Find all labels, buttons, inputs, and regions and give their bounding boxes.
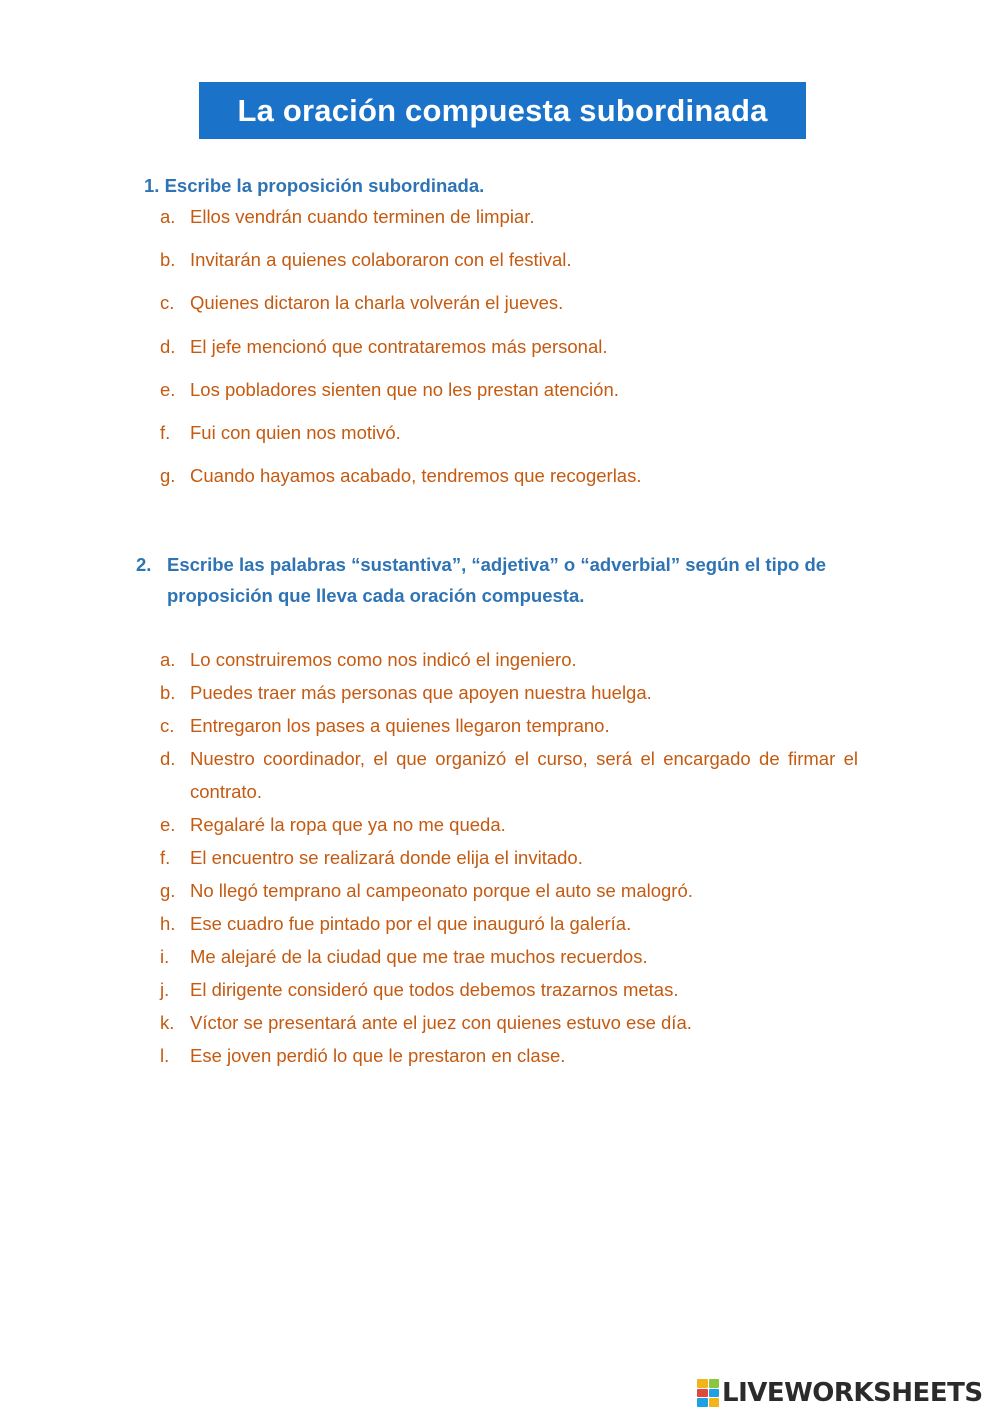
- item-letter: f.: [160, 421, 171, 443]
- item-text: Quienes dictaron la charla volverán el jueves.: [190, 292, 564, 314]
- item-letter: g.: [160, 465, 176, 487]
- list-item: [160, 204, 860, 247]
- item-text: Ese joven perdió lo que le prestaron en clase.: [190, 1045, 566, 1066]
- list-item: [160, 874, 858, 907]
- item-text: Ese cuadro fue pintado por el que inauguró la galería.: [190, 913, 632, 934]
- list-item: [160, 973, 858, 1006]
- item-letter: b.: [160, 249, 176, 271]
- item-text: Regalaré la ropa que ya no me queda.: [190, 814, 506, 835]
- item-letter: a.: [160, 649, 176, 670]
- list-item: [160, 1039, 858, 1072]
- item-text: Cuando hayamos acabado, tendremos que recogerlas.: [190, 465, 642, 487]
- item-letter: e.: [160, 378, 176, 400]
- item-letter: g.: [160, 880, 176, 901]
- item-letter: a.: [160, 206, 176, 227]
- item-letter: d.: [160, 335, 176, 357]
- list-item: [160, 334, 860, 377]
- list-item: [160, 742, 858, 808]
- section1-list: [160, 204, 860, 506]
- list-item: [160, 676, 858, 709]
- list-item: [160, 1006, 858, 1039]
- page-title: [199, 82, 806, 139]
- list-item: [160, 940, 858, 973]
- item-text: El jefe mencionó que contrataremos más personal.: [190, 335, 608, 357]
- item-text: El dirigente consideró que todos debemos trazarnos metas.: [190, 979, 679, 1000]
- item-text: Fui con quien nos motivó.: [190, 421, 401, 443]
- item-text: Me alejaré de la ciudad que me trae muchos recuerdos.: [190, 946, 648, 967]
- list-item: [160, 290, 860, 333]
- item-letter: d.: [160, 748, 176, 769]
- list-item: [160, 643, 858, 676]
- item-letter: c.: [160, 292, 175, 314]
- item-letter: k.: [160, 1012, 175, 1033]
- section1-heading: 1. Escribe la proposición subordinada.: [144, 175, 485, 196]
- item-text: El encuentro se realizará donde elija el invitado.: [190, 847, 583, 868]
- item-letter: l.: [160, 1045, 170, 1066]
- liveworksheets-logo-icon: [697, 1379, 719, 1407]
- list-item: [160, 420, 860, 463]
- item-text: No llegó temprano al campeonato porque el auto se malogró.: [190, 880, 693, 901]
- item-letter: e.: [160, 814, 176, 835]
- list-item: [160, 841, 858, 874]
- item-letter: j.: [160, 979, 170, 1000]
- item-letter: f.: [160, 847, 171, 868]
- section2-heading-text: Escribe las palabras “sustantiva”, “adjetiva” o “adverbial” según el tipo de proposición que lleva cada oración compuesta.: [167, 554, 827, 606]
- section2-heading: [136, 549, 866, 611]
- section2-number: 2.: [136, 554, 152, 575]
- list-item: [160, 709, 858, 742]
- item-letter: i.: [160, 946, 170, 967]
- item-text: Los pobladores sienten que no les prestan atención.: [190, 378, 619, 400]
- item-letter: c.: [160, 715, 175, 736]
- item-text: Ellos vendrán cuando terminen de limpiar.: [190, 206, 535, 227]
- list-item: [160, 907, 858, 940]
- logo-text: LIVEWORKSHEETS: [722, 1378, 983, 1408]
- item-text: Entregaron los pases a quienes llegaron temprano.: [190, 715, 610, 736]
- item-text: Víctor se presentará ante el juez con quienes estuvo ese día.: [190, 1012, 692, 1033]
- item-letter: h.: [160, 913, 176, 934]
- list-item: [160, 247, 860, 290]
- list-item: [160, 808, 858, 841]
- item-text: Lo construiremos como nos indicó el ingeniero.: [190, 649, 577, 670]
- item-text: Invitarán a quienes colaboraron con el festival.: [190, 249, 572, 271]
- item-text: Nuestro coordinador, el que organizó el curso, será el encargado de firmar el contrato.: [190, 748, 858, 802]
- list-item: [160, 377, 860, 420]
- list-item: [160, 463, 860, 506]
- section2-list: [160, 643, 858, 1072]
- item-text: Puedes traer más personas que apoyen nuestra huelga.: [190, 682, 652, 703]
- liveworksheets-logo[interactable]: [697, 1378, 983, 1408]
- item-letter: b.: [160, 682, 176, 703]
- page-title-text: La oración compuesta subordinada: [237, 92, 768, 128]
